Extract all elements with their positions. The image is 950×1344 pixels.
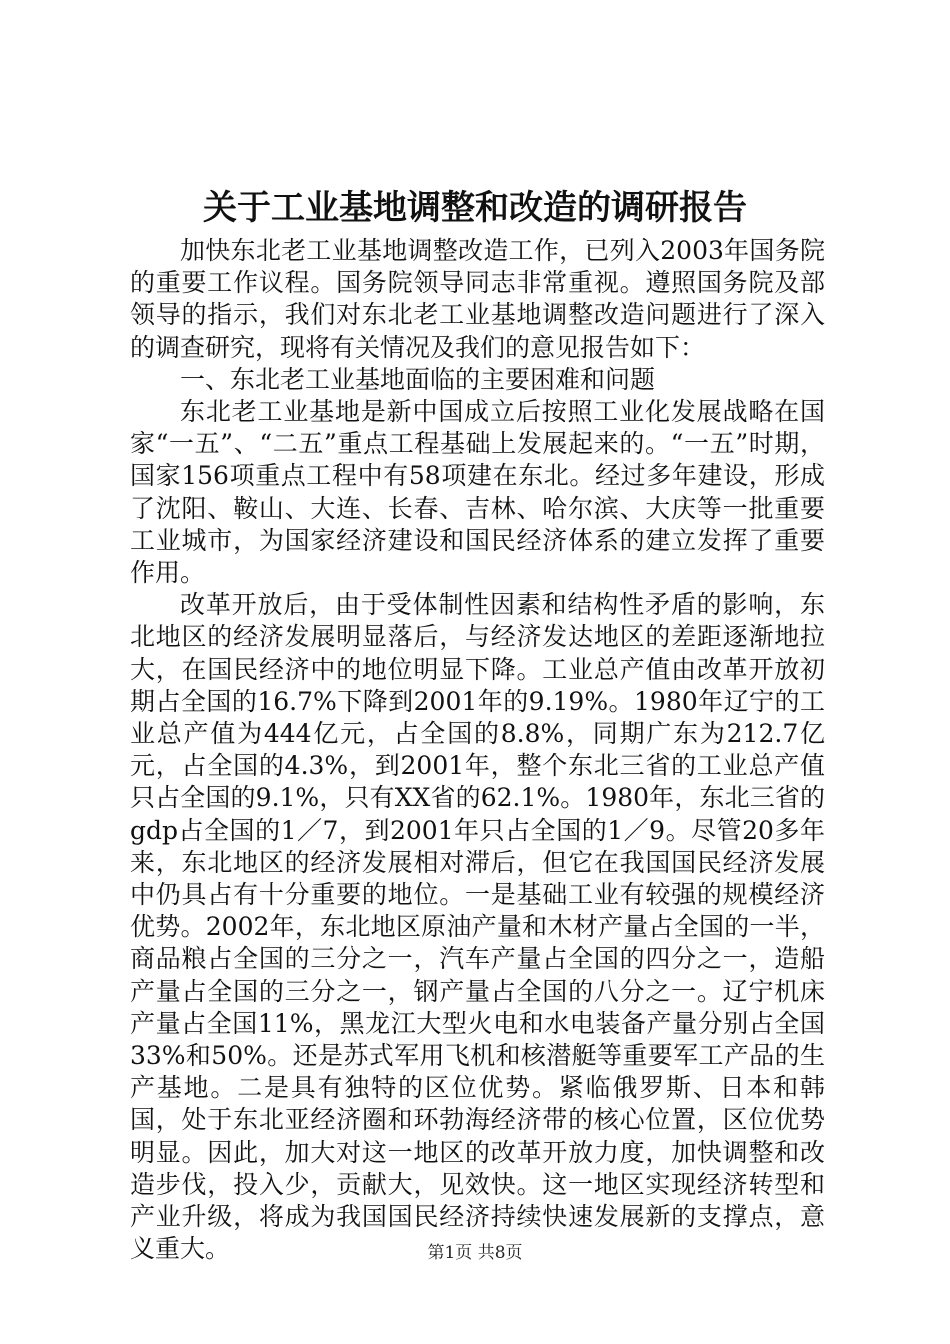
section-heading: 一、东北老工业基地面临的主要困难和问题 [180, 364, 656, 394]
reform-paragraph: 改革开放后，由于受体制性因素和结构性矛盾的影响，东北地区的经济发展明显落后，与经济发达地区的差距逐渐地拉大，在国民经济中的地位明显下降。工业总产值由改革开放初期占全国的16.7%下降到2001年的9.19%。1980年辽宁的工业总产值为444亿元，占全国的8.8%，同期广东为212.7亿元，占全国的4.3%，到2001年，整个东北三省的工业总产值只占全国的9.1%，只有XX省的62.1%。1980年，东北三省的gdp占全国的1／7，到2001年只占全国的1／9。尽管20多年来，东北地区的经济发展相对滞后，但它在我国国民经济发展中仍具占有十分重要的地位。一是基础工业有较强的规模经济优势。2002年，东北地区原油产量和木材产量占全国的一半，商品粮占全国的三分之一，汽车产量占全国的四分之一，造船产量占全国的三分之一，钢产量占全国的八分之一。辽宁机床产量占全国11%，黑龙江大型火电和水电装备产量分别占全国33%和50%。还是苏式军用飞机和核潜艇等重要军工产品的生产基地。二是具有独特的区位优势。紧临俄罗斯、日本和韩国，处于东北亚经济圈和环勃海经济带的核心位置，区位优势明显。因此，加大对这一地区的改革开放力度，加快调整和改造步伐，投入少，贡献大，见效快。这一地区实现经济转型和产业升级，将成为我国国民经济持续快速发展新的支撑点，意义重大。 [130, 590, 825, 1264]
page-footer: 第1页 共8页 [427, 1243, 523, 1263]
document-body [130, 235, 825, 1266]
intro-paragraph: 加快东北老工业基地调整改造工作，已列入2003年国务院的重要工作议程。国务院领导同志非常重视。遵照国务院及部领导的指示，我们对东北老工业基地调整改造问题进行了深入的调查研究，现将有关情况及我们的意见报告如下： [130, 236, 825, 362]
document-title: 关于工业基地调整和改造的调研报告 [203, 188, 747, 228]
history-paragraph: 东北老工业基地是新中国成立后按照工业化发展战略在国家“一五”、“二五”重点工程基础上发展起来的。“一五”时期，国家156项重点工程中有58项建在东北。经过多年建设，形成了沈阳、鞍山、大连、长春、吉林、哈尔滨、大庆等一批重要工业城市，为国家经济建设和国民经济体系的建立发挥了重要作用。 [130, 397, 825, 588]
